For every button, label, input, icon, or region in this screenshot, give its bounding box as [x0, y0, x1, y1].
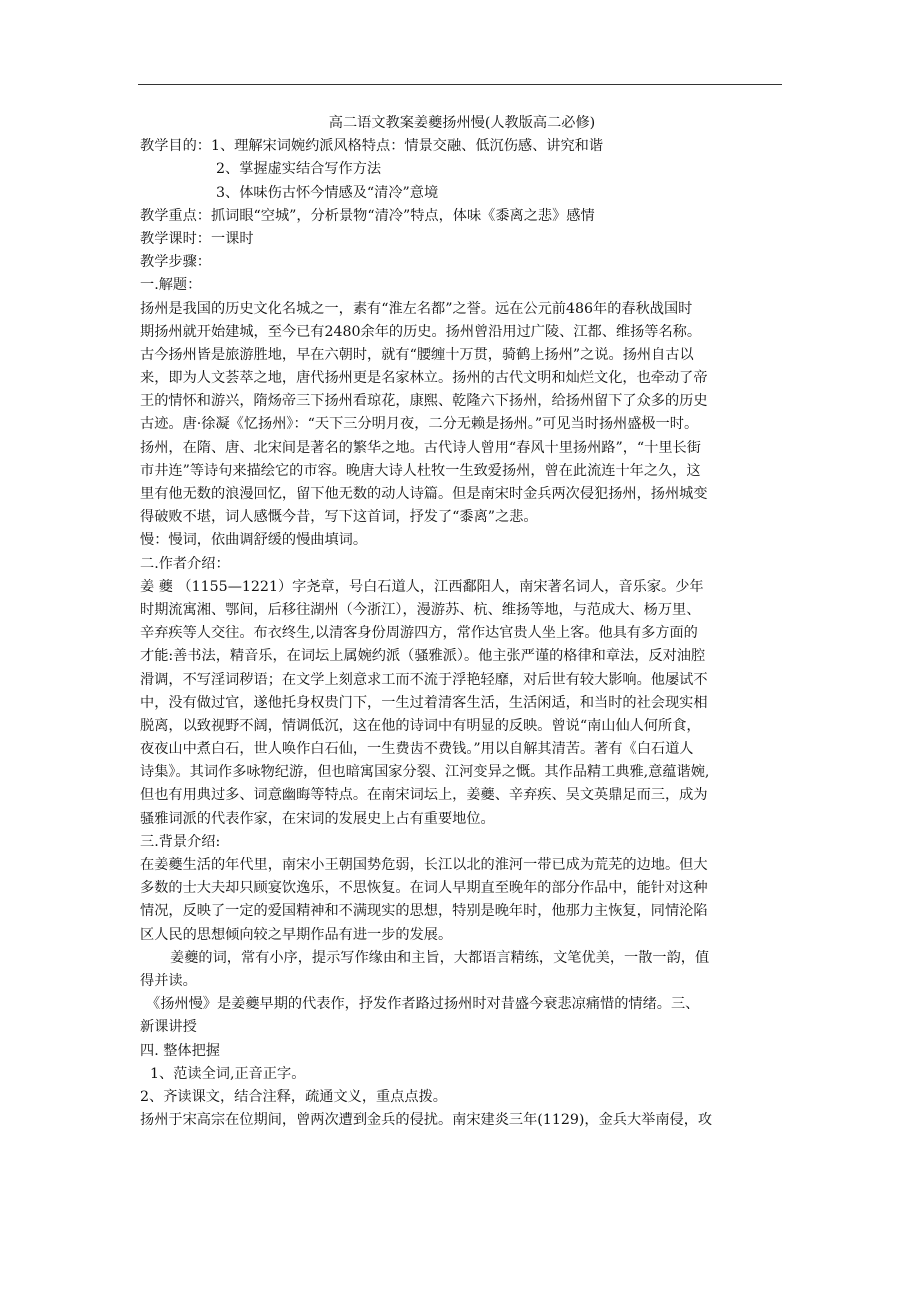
text-line: 2、掌握虚实结合写作方法 [216, 161, 382, 178]
text-line: 王的情怀和游兴，隋炀帝三下扬州看琼花，康熙、乾隆六下扬州，给扬州留下了众多的历史 [140, 393, 708, 410]
text-line: 扬州是我国的历史文化名城之一，素有“淮左名都”之誉。远在公元前486年的春秋战国时 [140, 300, 693, 317]
section-heading: 三.背景介绍: [140, 833, 221, 850]
text-line: 扬州于宋高宗在位期间，曾两次遭到金兵的侵扰。南宋建炎三年(1129)，金兵大举南侵，攻 [140, 1112, 713, 1129]
text-line: 姜夔的词，常有小序，提示写作缘由和主旨，大都语言精练，文笔优美，一散一韵，值 [170, 949, 710, 966]
text-line: 情况，反映了一定的爱国精神和不满现实的思想，特别是晚年时，他那力主恢复，同情沦陷 [140, 903, 708, 920]
text-line: 教学目的：1、理解宋词婉约派风格特点：情景交融、低沉伤感、讲究和谐 [140, 138, 604, 155]
section-heading: 四. 整体把握 [140, 1042, 220, 1059]
text-line: 区人民的思想倾向较之早期作品有进一步的发展。 [140, 926, 453, 943]
section-heading: 一.解题： [140, 277, 202, 294]
text-line: 时期流寓湘、鄂间，后移往湖州（今浙江），漫游苏、杭、维扬等地，与范成大、杨万里、 [140, 601, 701, 618]
text-line: 教学重点：抓词眼“空城”，分析景物“清冷”特点，体味《黍离之悲》感情 [140, 207, 595, 224]
text-line: 但也有用典过多、词意幽晦等特点。在南宋词坛上，姜夔、辛弃疾、吴文英鼎足而三，成为 [140, 787, 708, 804]
text-line: 期扬州就开始建城，至今已有2480余年的历史。扬州曾沿用过广陵、江都、维扬等名称。 [140, 323, 702, 340]
text-line: 多数的士大夫却只顾宴饮逸乐，不思恢复。在词人早期直至晚年的部分作品中，能针对这种 [140, 880, 708, 897]
document-body [140, 112, 790, 1132]
text-line: 教学步骤： [140, 254, 211, 271]
text-line: 1、范读全词,正音正字。 [150, 1065, 306, 1082]
text-line: 得并读。 [140, 972, 197, 989]
text-line: 扬州，在隋、唐、北宋间是著名的繁华之地。古代诗人曾用“春风十里扬州路”，“十里长街 [140, 439, 701, 456]
text-line: 滑调，不写淫词秽语；在文学上刻意求工而不流于浮艳轻靡，对后世有较大影响。他屡试不 [140, 671, 708, 688]
text-line: 姜 夔 （1155—1221）字尧章，号白石道人，江西鄱阳人，南宋著名词人，音乐家。少年 [140, 578, 704, 595]
text-line: 辛弃疾等人交往。布衣终生,以清客身份周游四方，常作达官贵人坐上客。他具有多方面的 [140, 625, 698, 642]
text-line: 里有他无数的浪漫回忆，留下他无数的动人诗篇。但是南宋时金兵两次侵犯扬州，扬州城变 [140, 486, 708, 502]
header-rule [138, 84, 782, 85]
text-line: 教学课时：一课时 [140, 230, 254, 247]
text-line: 在姜夔生活的年代里，南宋小王朝国势危弱，长江以北的淮河一带已成为荒芜的边地。但大 [140, 857, 708, 873]
text-line: 古今扬州皆是旅游胜地，早在六朝时，就有“腰缠十万贯，骑鹤上扬州”之说。扬州自古以 [140, 346, 694, 363]
text-line: 2、齐读课文，结合注释，疏通文义，重点点拨。 [140, 1088, 447, 1105]
text-line: 来，即为人文荟萃之地，唐代扬州更是名家林立。扬州的古代文明和灿烂文化，也牵动了帝 [140, 370, 708, 387]
text-line: 《扬州慢》是姜夔早期的代表作，抒发作者路过扬州时对昔盛今衰悲凉痛惜的情绪。三、 [146, 996, 700, 1013]
text-line: 慢：慢词，依曲调舒缓的慢曲填词。 [140, 532, 368, 549]
text-line: 脱离，以致视野不阔，情调低沉，这在他的诗词中有明显的反映。曾说“南山仙人何所食， [140, 717, 701, 734]
text-line: 中，没有做过官，遂他托身权贵门下，一生过着清客生活，生活闲适，和当时的社会现实相 [140, 694, 708, 711]
text-line: 3、体味伤古怀今情感及“清冷”意境 [216, 184, 439, 201]
text-line: 新课讲授 [140, 1019, 197, 1036]
text-line: 才能:善书法，精音乐，在词坛上属婉约派（骚雅派）。他主张严谨的格律和章法，反对油腔 [140, 648, 706, 665]
text-line: 夜夜山中煮白石，世人唤作白石仙，一生费齿不费钱。”用以自解其清苦。著有《白石道人 [140, 741, 694, 758]
text-line: 诗集》。其词作多咏物纪游，但也暗寓国家分裂、江河变异之慨。其作品精工典雅,意蕴谐婉, [140, 764, 710, 781]
text-line: 得破败不堪，词人感慨今昔，写下这首词，抒发了“黍离”之悲。 [140, 509, 538, 526]
text-line: 市井连”等诗句来描绘它的市容。晚唐大诗人杜牧一生致爱扬州，曾在此流连十年之久，这 [140, 462, 701, 479]
document-title: 高二语文教案姜夔扬州慢(人教版高二必修) [328, 115, 596, 131]
section-heading: 二.作者介绍： [140, 555, 230, 572]
text-line: 古迹。唐·徐凝《忆扬州》：“天下三分明月夜，二分无赖是扬州。”可见当时扬州盛极一时。 [140, 416, 699, 433]
text-line: 骚雅词派的代表作家，在宋词的发展史上占有重要地位。 [140, 810, 495, 827]
